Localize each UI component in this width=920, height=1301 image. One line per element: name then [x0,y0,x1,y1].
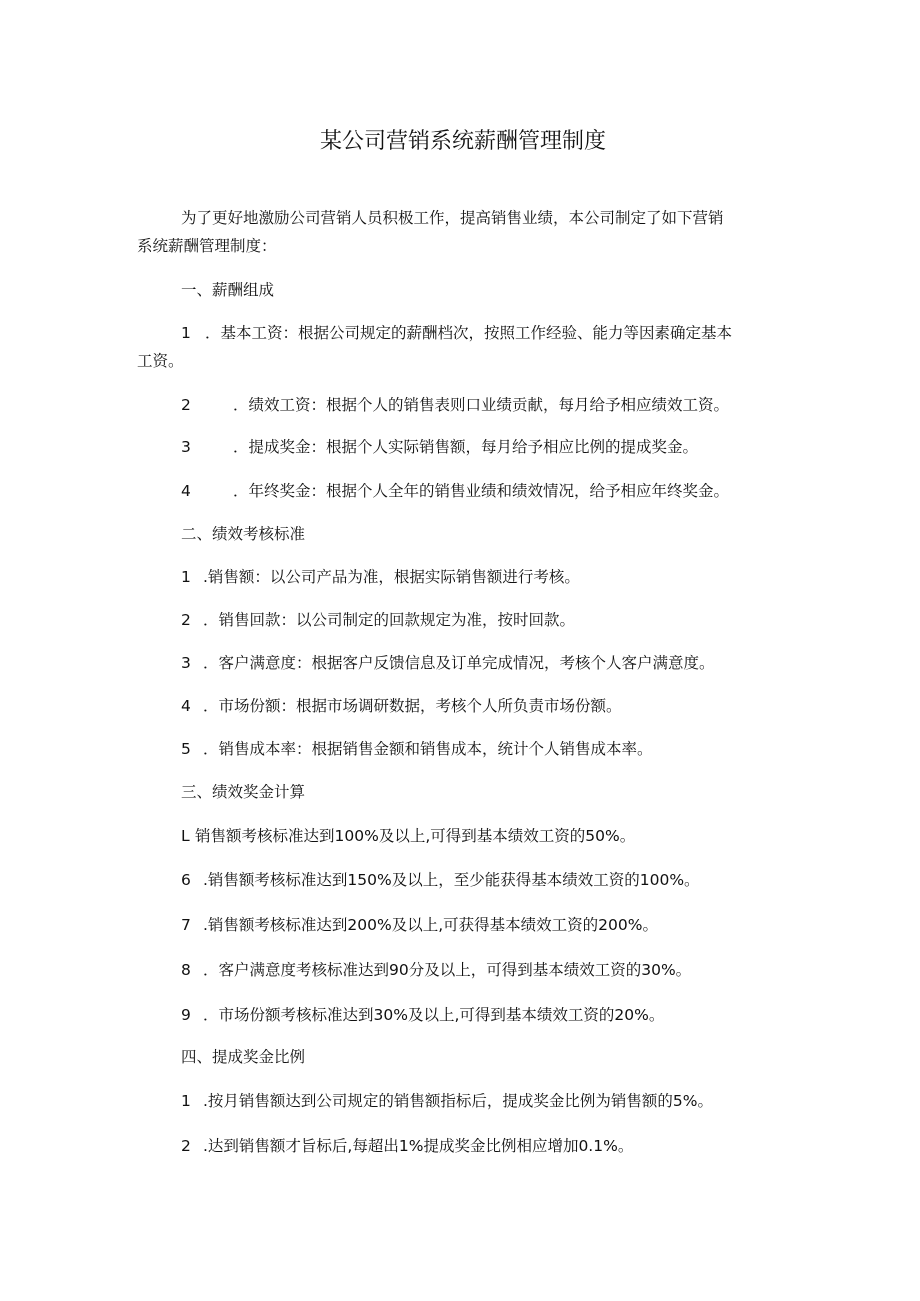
list-item [181,322,732,344]
section-heading-bonus-calculation: 三、绩效奖金计算 [181,783,306,801]
intro-paragraph-line-1: 为了更好地激励公司营销人员积极工作，提高销售业绩，本公司制定了如下营销 [181,209,724,227]
list-item-text: .销售额考核标准达到150%及以上，至少能获得基本绩效工资的100%。 [203,871,700,889]
list-item-number: 2 [181,611,191,629]
list-item [181,869,700,891]
list-item [181,566,580,588]
list-item-text: .按月销售额达到公司规定的销售额指标后，提成奖金比例为销售额的5%。 [203,1092,714,1110]
list-item-text: ．客户满意度考核标准达到90分及以上，可得到基本绩效工资的30%。 [203,961,692,979]
list-item [181,394,729,416]
page-title: 某公司营销系统薪酬管理制度 [319,129,606,154]
list-item-number: 6 [181,871,191,889]
list-item-text: ．市场份额：根据市场调研数据，考核个人所负责市场份额。 [203,697,622,715]
list-item [181,652,715,674]
list-item-text: ．销售成本率：根据销售金额和销售成本，统计个人销售成本率。 [203,740,653,758]
list-item-text: ．销售回款：以公司制定的回款规定为准，按时回款。 [203,611,576,629]
section-heading-performance-standards: 二、绩效考核标准 [181,525,306,543]
list-item-text: .销售额考核标准达到200%及以上,可获得基本绩效工资的200%。 [203,916,658,934]
list-item-number: 3 [181,654,191,672]
list-item-number: 1 [181,324,191,342]
list-item-text: ．年终奖金：根据个人全年的销售业绩和绩效情况，给予相应年终奖金。 [233,482,730,500]
list-item-number: 4 [181,482,191,500]
list-item-number: 1 [181,1092,191,1110]
list-item [181,825,635,847]
list-item [181,436,698,458]
list-item [181,738,653,760]
list-item [181,695,622,717]
list-item-number: 9 [181,1006,191,1024]
list-item [181,1090,713,1112]
list-item-text: ．提成奖金：根据个人实际销售额，每月给予相应比例的提成奖金。 [233,438,699,456]
list-item-number: 2 [181,396,191,414]
list-item-text: .销售额：以公司产品为准，根据实际销售额进行考核。 [203,568,580,586]
list-item-text: ．基本工资：根据公司规定的薪酬档次，按照工作经验、能力等因素确定基本 [205,324,733,342]
intro-paragraph-line-2: 系统薪酬管理制度： [137,237,277,255]
list-item-number: 5 [181,740,191,758]
list-item-text: 销售额考核标准达到100%及以上,可得到基本绩效工资的50%。 [195,827,636,845]
list-item-number: 2 [181,1137,191,1155]
list-item-text: .达到销售额才旨标后,每超出1%提成奖金比例相应增加0.1%。 [203,1137,634,1155]
list-item-text: ．市场份额考核标准达到30%及以上,可得到基本绩效工资的20%。 [203,1006,665,1024]
list-item [181,959,691,981]
section-heading-compensation: 一、薪酬组成 [181,281,275,299]
section-heading-commission-ratio: 四、提成奖金比例 [181,1048,306,1066]
list-item-continuation: 工资。 [137,352,184,370]
list-item-text: ．客户满意度：根据客户反馈信息及订单完成情况，考核个人客户满意度。 [203,654,715,672]
list-item [181,1004,664,1026]
list-item-number: 4 [181,697,191,715]
list-item [181,1135,633,1157]
list-item [181,480,729,502]
list-item-number: 1 [181,568,191,586]
list-item-number: 7 [181,916,191,934]
list-item [181,609,575,631]
list-item [181,914,658,936]
list-item-text: ．绩效工资：根据个人的销售表则口业绩贡献，每月给予相应绩效工资。 [233,396,730,414]
list-item-number: L [181,827,190,845]
list-item-number: 8 [181,961,191,979]
list-item-number: 3 [181,438,191,456]
